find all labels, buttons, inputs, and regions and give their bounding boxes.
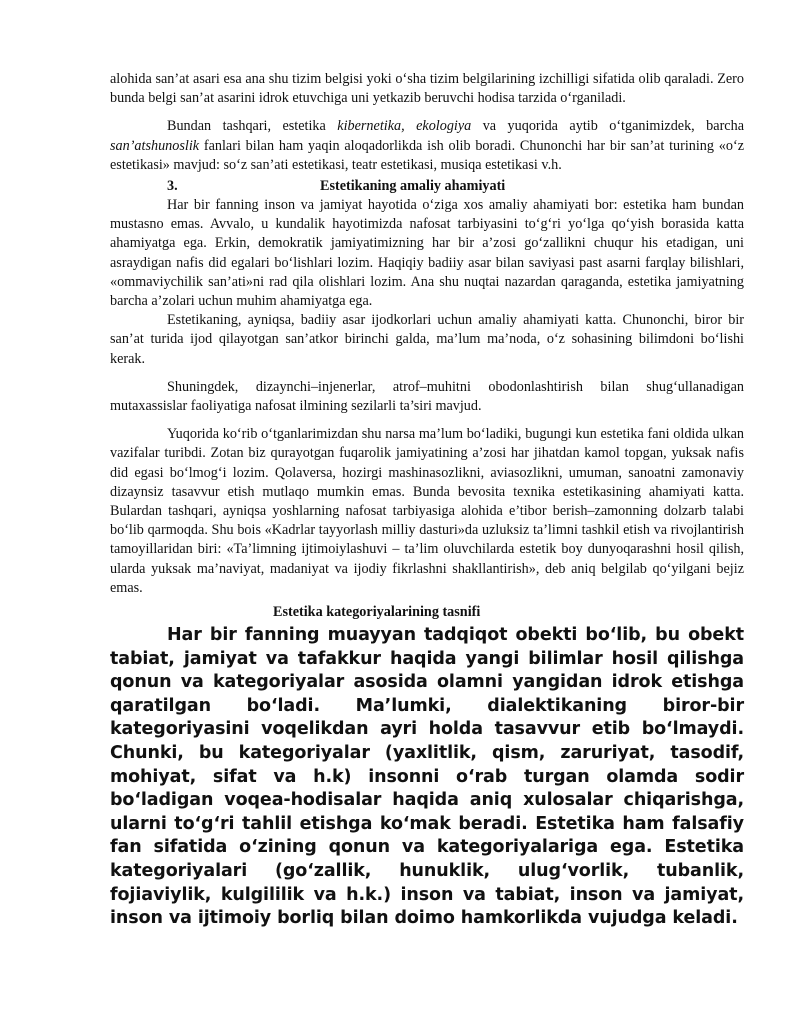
section-number: 3. <box>167 178 178 195</box>
text-segment: Bundan tashqari, estetika <box>167 118 338 135</box>
italic-term: kibernetika, ekologiya <box>337 118 472 135</box>
paragraph-categories-large: Har bir fanning muayyan tadqiqot obekti bo‘lib, bu obekt tabiat, jamiyat va tafakkur haqida yangi bilimlar hosil qilishga qonun va kategoriyalar asosida olamni yangidan idrok etishga qaratilgan bo‘ladi. Ma’lumki, dialektikaning biror-bir kategoriyasini voqelikdan ayri holda tasavvur etib bo‘lmaydi. Chunki, bu kategoriyalar (yaxlitlik, qism, zaruriyat, tasodif, mohiyat, sifat va h.k) insonni o‘rab turgan olamda sodir bo‘ladigan voqea-hodisalar haqida aniq xulosalar chiqarishga, ularni to‘g‘ri tahlil etishga ko‘mak beradi. Estetika ham falsafiy fan sifatida o‘zining qonun va kategoriyalariga ega. Estetika kategoriyalari (go‘zallik, hunuklik, ulug‘vorlik, tubanlik, fojiaviylik, kulgililik va h.k.) inson va tabiat, inson va jamiyat, inson va ijtimoiy borliq bilan doimo hamkorlikda vujudga keladi. <box>110 625 744 929</box>
paragraph-tasks: Yuqorida ko‘rib o‘tganlarimizdan shu narsa ma’lum bo‘ladiki, bugungi kun estetika fani oldida ulkan vazifalar turibdi. Zotan biz qurayotgan fuqarolik jamiyatining a’zosi har jihatdan kamol topgan, yuksak nafis did egasi bo‘lmog‘i lozim. Qolaversa, hozirgi mashinasozlikni, aviasozlikni, umuman, sanoatni zamonaviy dizaynsiz tasavvur etish mutlaqo mumkin emas. Bunda bevosita texnika estetikasining ahamiyati katta. Bulardan tashqari, ayniqsa yoshlarning nafosat tarbiyasiga alohida e’tibor berish–zamonning dolzarb talabi bo‘lib qarmoqda. Shu bois «Kadrlar tayyorlash milliy dasturi»da uzluksiz ta’limni tashkil etish va rivojlantirish tamoyillaridan biri: «Ta’limning ijtimoiylashuvi – ta’lim oluvchilarda estetik boy dunyoqarashni hosil qilish, ularda yuksak ma’naviyat, madaniyat va ijodiy fikrlashni shakllantirish», deb aniq belgilab qo‘yilgani bejiz emas. <box>110 426 744 596</box>
subheading-categories: Estetika kategoriyalarining tasnifi <box>273 604 481 621</box>
text-segment: fanlari bilan ham yaqin aloqadorlikda ish olib boradi. Chunonchi har bir san’at turining «o‘z estetikasi» mavjud: so‘z san’ati estetikasi, teatr estetikasi, musiqa estetikasi v.h. <box>110 137 744 173</box>
paragraph-intro-continuation: alohida san’at asari esa ana shu tizim belgisi yoki o‘sha tizim belgilarining izchilligi sifatida olib qaraladi. Zero bunda belgi san’at asarini idrok etuvchiga uni yetkazib beruvchi hodisa tarzida o‘rganiladi. <box>110 71 744 107</box>
document-page <box>110 70 744 931</box>
italic-term: san’atshunoslik <box>110 137 200 154</box>
section-title: Estetikaning amaliy ahamiyati <box>320 178 506 195</box>
section-heading <box>110 177 744 196</box>
paragraph-designers: Shuningdek, dizaynchi–injenerlar, atrof–muhitni obodonlashtirish bilan shug‘ullanadigan mutaxassislar faoliyatiga nafosat ilmining sezilarli ta’siri mavjud. <box>110 378 744 415</box>
paragraph-related-sciences <box>110 117 744 175</box>
paragraph-creators: Estetikaning, ayniqsa, badiiy asar ijodkorlari uchun amaliy ahamiyati katta. Chunonchi, biror bir san’at turida ijod qilayotgan san’atkor birinchi galda, ma’lum ma’noda, o‘z sohasining bilimdoni bo‘lishi kerak. <box>110 312 744 367</box>
text-segment: va yuqorida aytib o‘tganimizdek, barcha <box>471 118 744 135</box>
paragraph-practical-importance: Har bir fanning inson va jamiyat hayotida o‘ziga xos amaliy ahamiyati bor: estetika ham bundan mustasno emas. Avvalo, u kundalik hayotimizda nafosat tarbiyasini to‘g‘ri yo‘lga qo‘yish borasida katta ahamiyatga ega. Erkin, demokratik jamiyatimizning har bir a’zosi go‘zallikni chuqur his etadigan, uni asraydigan nafis did egalari bo‘lishlari lozim. Haqiqiy badiiy asar bilan saviyasi past asarni farqlay bilishlari, «ommaviychilik san’ati»ni rad qila olishlari lozim. Ana shu nuqtai nazardan qaraganda, estetika jamiyatning barcha a’zolari uchun muhim ahamiyatga ega. <box>110 197 744 310</box>
